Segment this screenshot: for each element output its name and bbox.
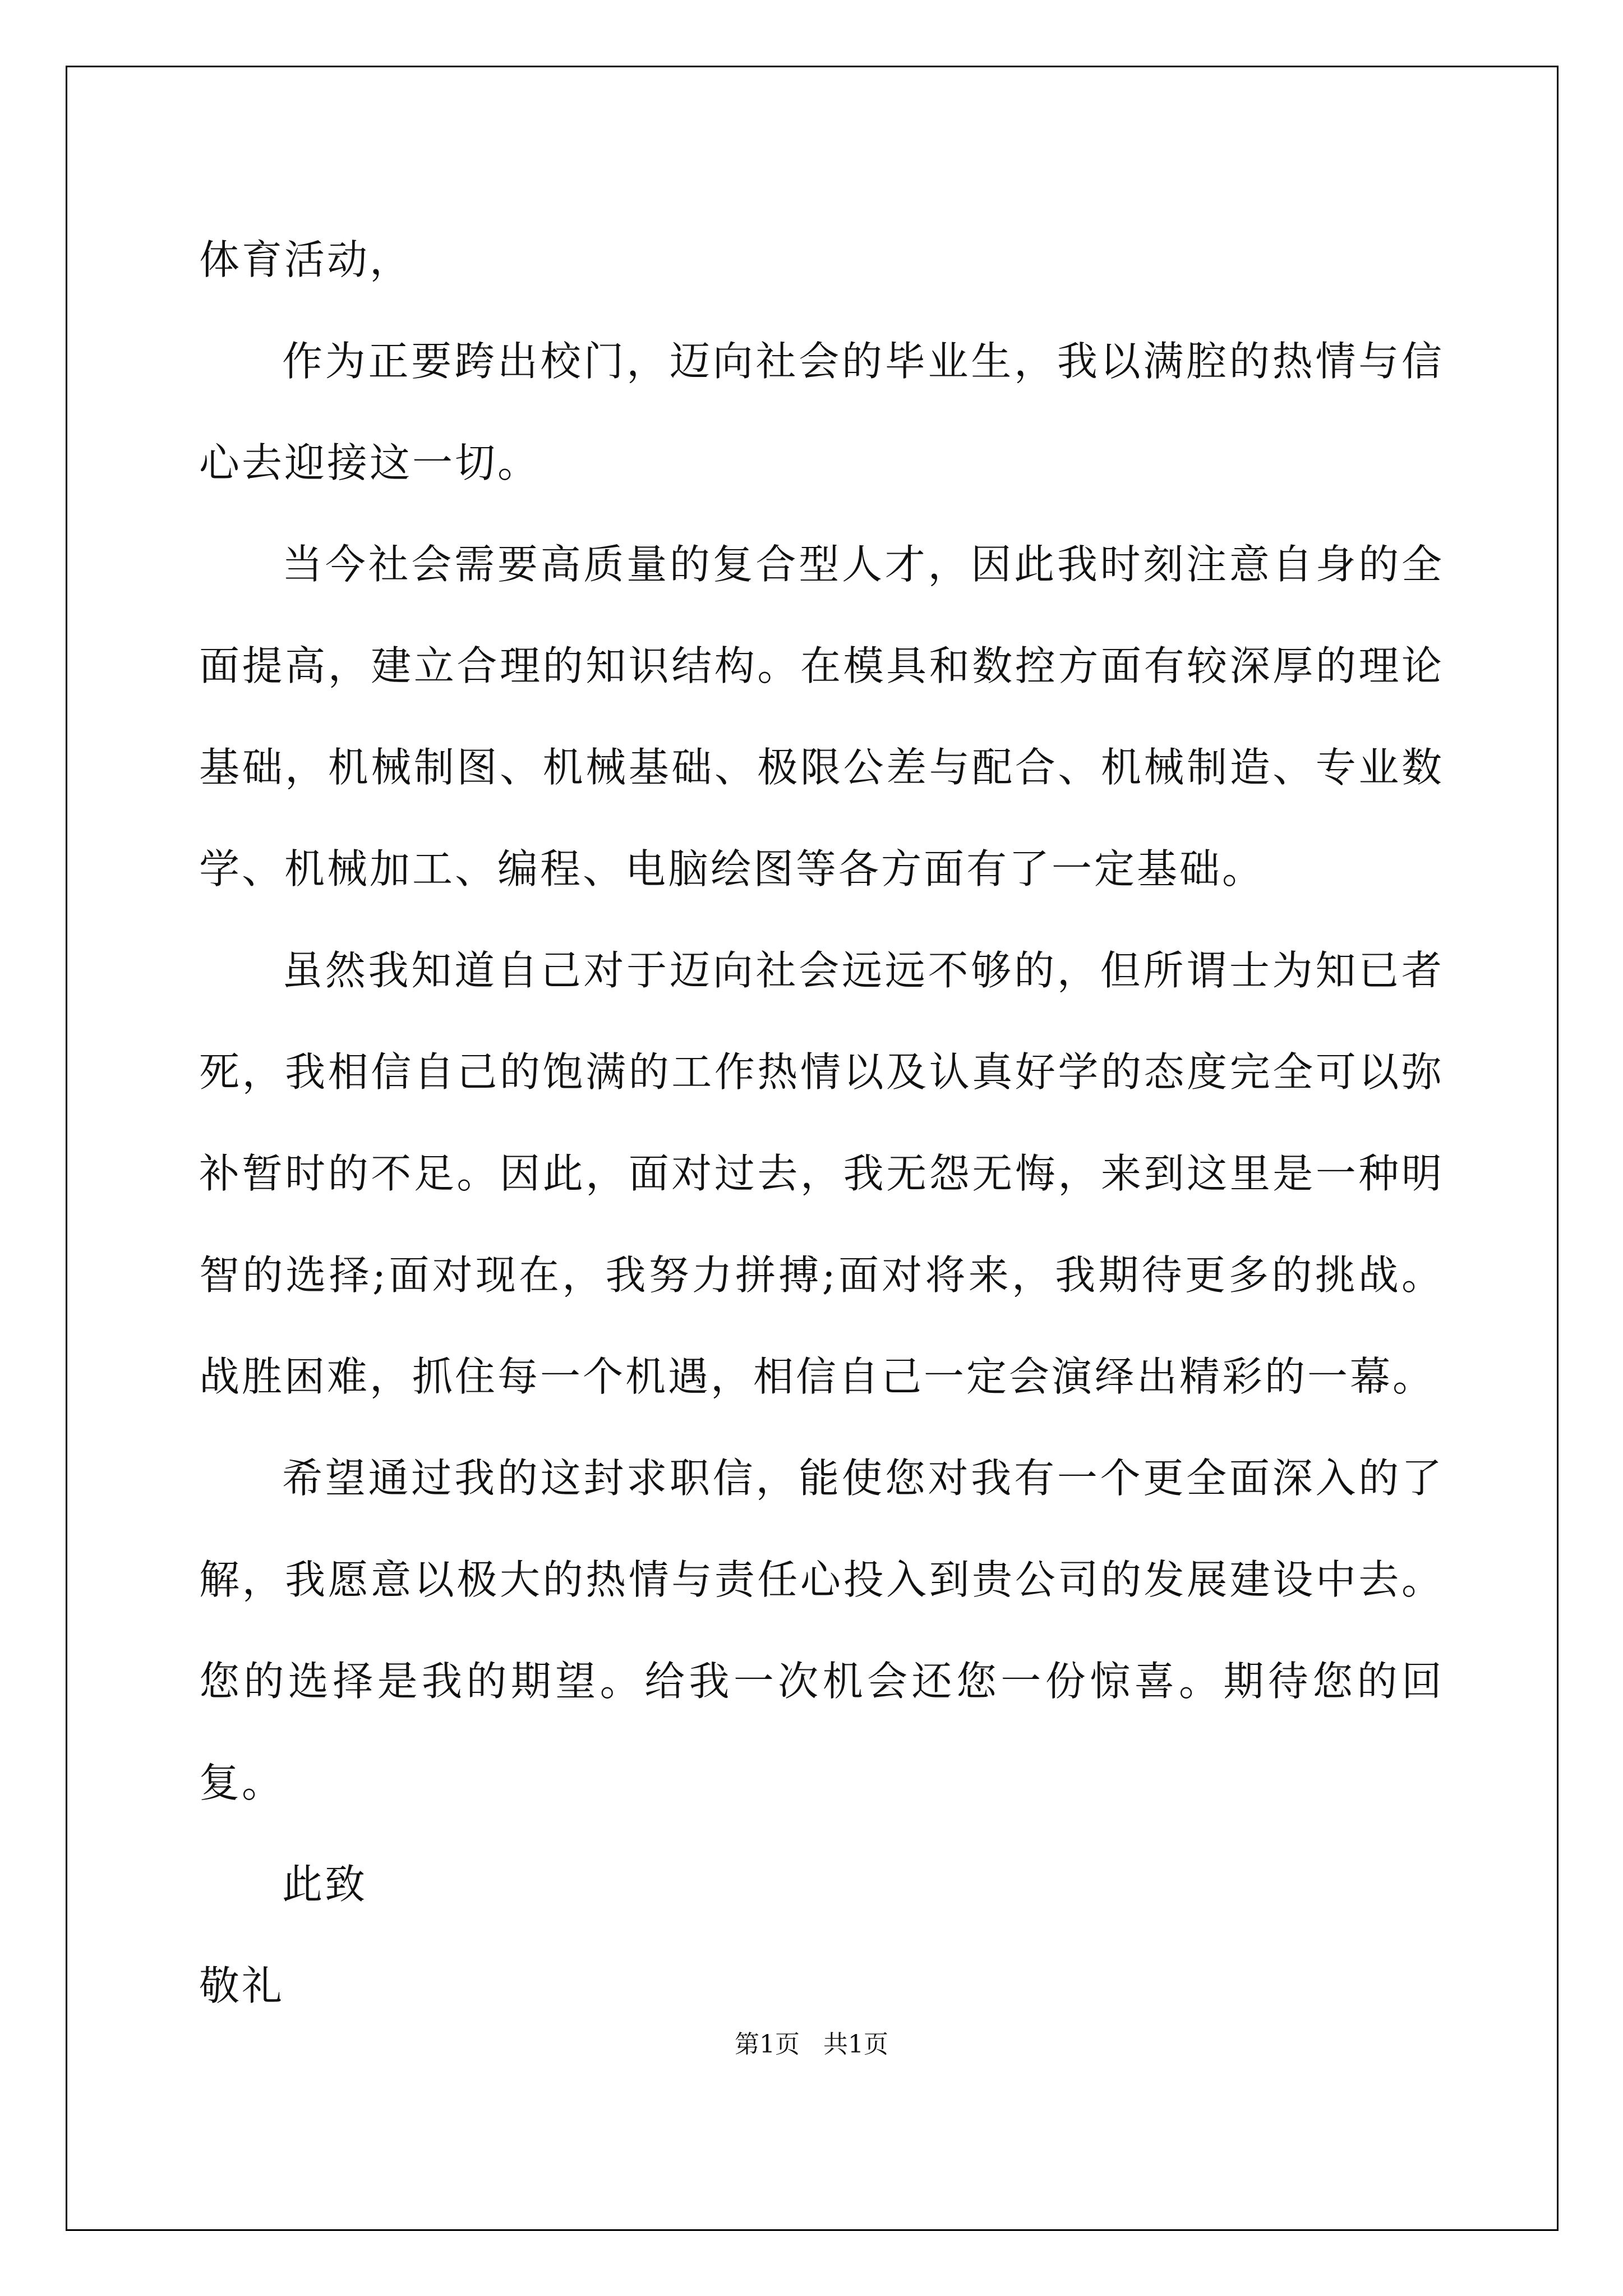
closing-regards: 敬礼 [199,1962,285,2009]
paragraph-3: 当今社会需要高质量的复合型人才，因此我时刻注意自身的全面提高，建立合理的知识结构。在模具和数控方面有较深厚的理论基础，机械制图、机械基础、极限公差与配合、机械制造、专业数学、机械加工、编程、电脑绘图等各方面有了一定基础。 [199,541,1444,892]
page-number-footer: 第1页 共1页 [735,2030,888,2059]
paragraph-2: 作为正要跨出校门，迈向社会的毕业生，我以满腔的热情与信心去迎接这一切。 [199,338,1444,486]
closing-salutation: 此致 [282,1861,368,1908]
letter-body [199,209,1444,2037]
paragraph-5: 希望通过我的这封求职信，能使您对我有一个更全面深入的了解，我愿意以极大的热情与责任心投入到贵公司的发展建设中去。您的选择是我的期望。给我一次机会还您一份惊喜。期待您的回复。 [199,1455,1444,1806]
paragraph-4: 虽然我知道自己对于迈向社会远远不够的，但所谓士为知已者死，我相信自己的饱满的工作热情以及认真好学的态度完全可以弥补暂时的不足。因此，面对过去，我无怨无悔，来到这里是一种明智的选择;面对现在，我努力拼搏;面对将来，我期待更多的挑战。战胜困难，抓住每一个机遇，相信自己一定会演绎出精彩的一幕。 [199,947,1444,1400]
paragraph-1: 体育活动， [199,236,413,283]
